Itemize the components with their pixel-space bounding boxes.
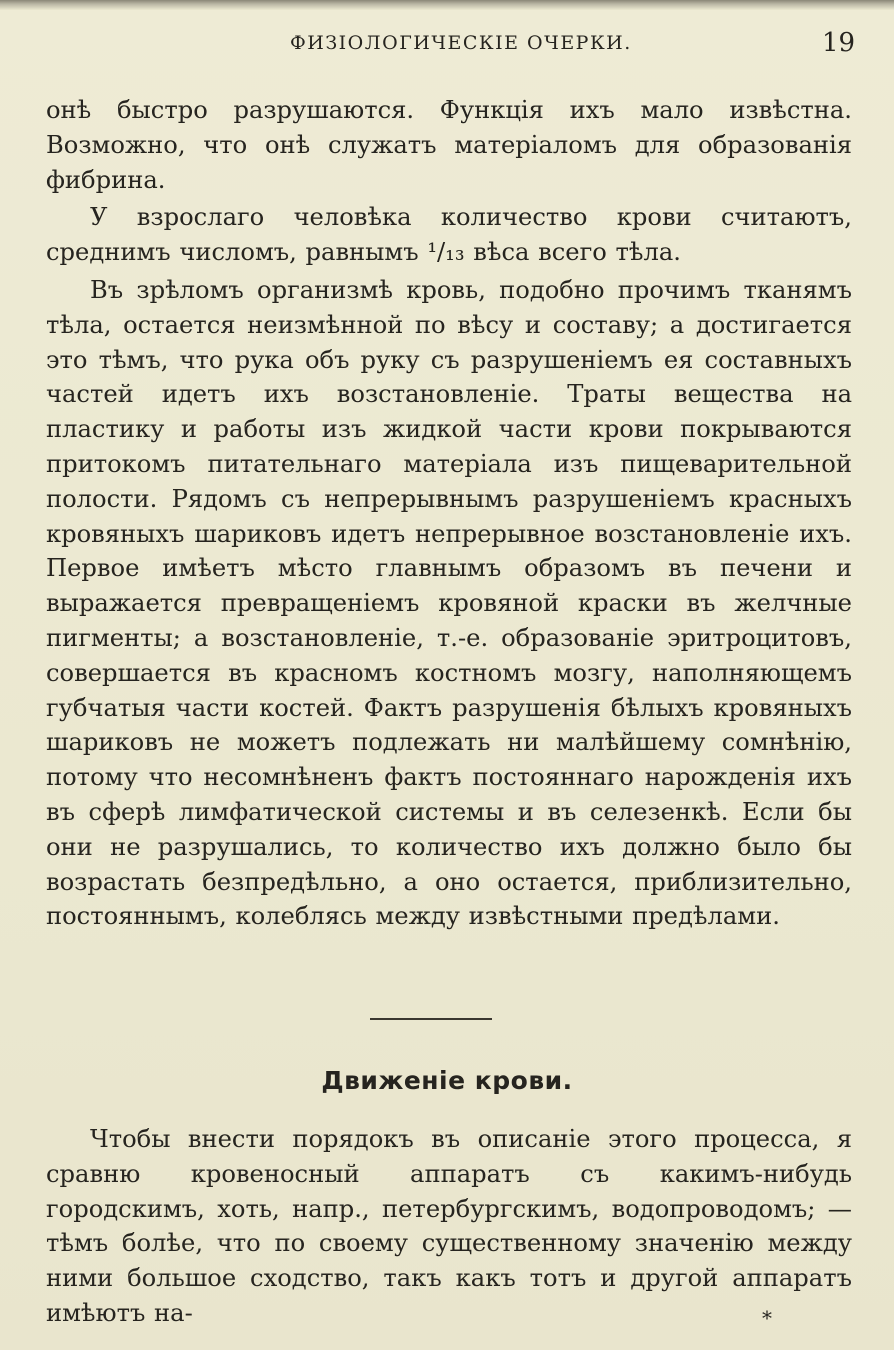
paragraph-blood-renewal: Въ зрѣломъ организмѣ кровь, подобно прочимъ тканямъ тѣла, остается неизмѣнной по вѣсу и составу; а достигается это тѣмъ, что рука объ руку съ разрушеніемъ ея составныхъ частей идетъ ихъ возстановленіе. Траты вещества на пластику и работы изъ жидкой части крови покрываются притокомъ питательнаго матеріала изъ пищеварительной полости. Рядомъ съ непрерывнымъ разрушеніемъ красныхъ кровяныхъ шариковъ идетъ непрерывное возстановленіе ихъ. Первое имѣетъ мѣсто главнымъ образомъ въ печени и выражается превращеніемъ кровяной краски въ желчные пигменты; а возстановленіе, т.-е. образованіе эритроцитовъ, совершается въ красномъ костномъ мозгу, наполняющемъ губчатыя части костей. Фактъ разрушенія бѣлыхъ кровяныхъ шариковъ не можетъ подлежать ни малѣйшему сомнѣнію, потому что несомнѣненъ фактъ постояннаго нарожденія ихъ въ сферѣ лимфатической системы и въ селезенкѣ. Если бы они не разрушались, то количество ихъ должно было бы возрастать безпредѣльно, а оно остается, приблизительно, постояннымъ, колеблясь между извѣстными предѣлами.: [46, 275, 852, 931]
section-divider: [370, 1018, 492, 1020]
paragraph-continued: онѣ быстро разрушаются. Функція ихъ мало извѣстна. Возможно, что онѣ служатъ матеріаломъ для образованія фибрина.: [46, 96, 852, 194]
paragraph-blood-movement: Чтобы внести порядокъ въ описаніе этого процесса, я сравню кровеносный аппаратъ съ какимъ-нибудь городскимъ, хоть, напр., петербургскимъ, водопроводомъ; — тѣмъ болѣе, что по своему существенному значенію между ними большое сходство, такъ какъ тотъ и другой аппаратъ имѣютъ на-: [46, 1125, 852, 1327]
running-head: [0, 30, 894, 60]
running-title: ФИЗІОЛОГИЧЕСКІЕ ОЧЕРКИ.: [290, 32, 632, 54]
main-text: [46, 93, 852, 934]
signature-mark: *: [762, 1306, 772, 1330]
page-top-edge: [0, 0, 894, 10]
section-heading: Движеніе крови.: [321, 1066, 573, 1095]
page-number: 19: [822, 28, 856, 58]
paragraph-blood-quantity: У взрослаго человѣка количество крови считаютъ, среднимъ числомъ, равнымъ ¹/₁₃ вѣса всего тѣла.: [46, 203, 852, 267]
section-text: [46, 1122, 852, 1331]
